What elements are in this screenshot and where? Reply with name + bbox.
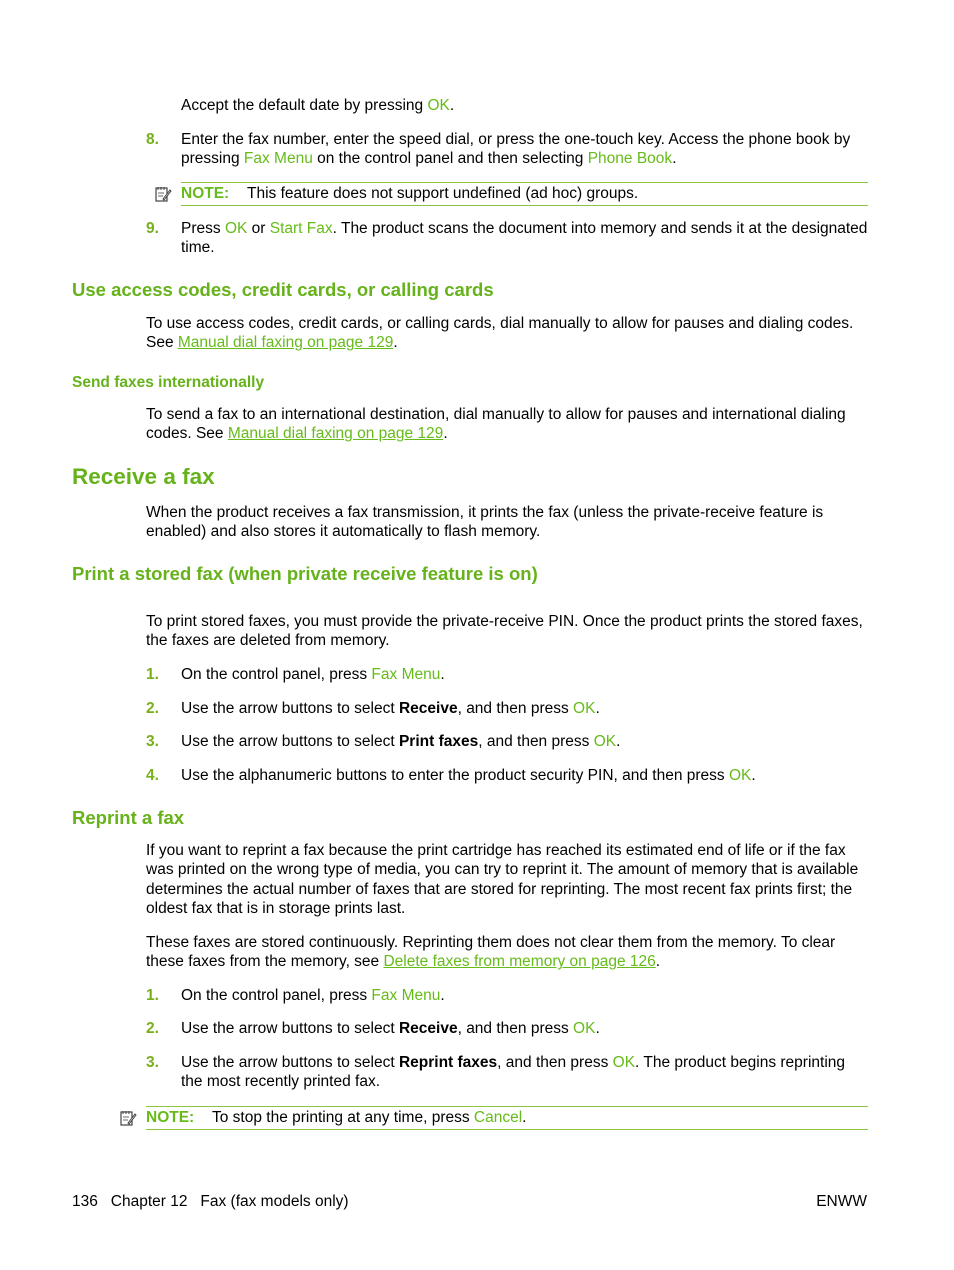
section-heading-access-codes: Use access codes, credit cards, or calling cards xyxy=(72,279,494,300)
step-number: 4. xyxy=(146,767,159,784)
step-number: 1. xyxy=(146,666,159,683)
note-text: To stop the printing at any time, press Cancel. xyxy=(212,1109,527,1126)
section-heading-international: Send faxes internationally xyxy=(72,374,265,391)
reprint-step-3: Use the arrow buttons to select Reprint faxes, and then press OK. The product begins reprinting the most recently printed fax. xyxy=(181,1054,846,1091)
stored-step-4: Use the alphanumeric buttons to enter the product security PIN, and then press OK. xyxy=(181,767,756,784)
note-pad-icon xyxy=(154,185,172,203)
step-number: 9. xyxy=(146,220,159,237)
page-section-title: Receive a fax xyxy=(72,464,215,489)
step-8: Enter the fax number, enter the speed dial, or press the one-touch key. Access the phone book by pressing Fax Menu on the control panel and then selecting Phone Book. xyxy=(181,131,851,168)
intro-line: Accept the default date by pressing OK. xyxy=(181,97,455,114)
step-number: 3. xyxy=(146,733,159,750)
reprint-paragraph-1: If you want to reprint a fax because the print cartridge has reached its estimated end of life or if the fax was printed on the wrong type of media, you can try to reprint it. The amount of memory that is available determines the actual number of faxes that are stored for reprinting. The most recent fax prints first; the oldest fax that is in storage prints last. xyxy=(146,842,859,918)
footer-edition: ENWW xyxy=(816,1193,867,1210)
note-pad-icon xyxy=(119,1109,137,1127)
step-number: 2. xyxy=(146,700,159,717)
delete-faxes-link[interactable]: Delete faxes from memory on page 126 xyxy=(383,953,656,971)
stored-paragraph: To print stored faxes, you must provide the private-receive PIN. Once the product prints the stored faxes, the faxes are deleted from memory. xyxy=(146,613,863,650)
note-box xyxy=(181,182,868,206)
manual-dial-link[interactable]: Manual dial faxing on page 129 xyxy=(177,334,394,352)
ok-key-ref: OK xyxy=(427,97,450,114)
step-number: 3. xyxy=(146,1054,159,1071)
phone-book-ref: Phone Book xyxy=(587,150,673,168)
footer-page-info: 136 Chapter 12 Fax (fax models only) xyxy=(72,1193,349,1210)
access-paragraph: To use access codes, credit cards, or calling cards, dial manually to allow for pauses and dialing codes. See Manual dial faxing on page 129. xyxy=(146,315,854,352)
step-9: Press OK or Start Fax. The product scans the document into memory and sends it at the designated time. xyxy=(181,220,868,257)
note-box xyxy=(146,1106,868,1130)
receive-paragraph: When the product receives a fax transmission, it prints the fax (unless the private-receive feature is enabled) and also stores it automatically to flash memory. xyxy=(146,504,824,541)
stored-step-2: Use the arrow buttons to select Receive, and then press OK. xyxy=(181,700,600,717)
note-label: NOTE: xyxy=(146,1109,195,1126)
manual-dial-link[interactable]: Manual dial faxing on page 129 xyxy=(227,425,444,443)
stored-step-1: On the control panel, press Fax Menu. xyxy=(181,666,445,683)
step-number: 8. xyxy=(146,131,159,148)
stored-step-3: Use the arrow buttons to select Print faxes, and then press OK. xyxy=(181,733,621,750)
fax-menu-ref: Fax Menu xyxy=(243,150,313,168)
international-paragraph: To send a fax to an international destination, dial manually to allow for pauses and international dialing codes. See Manual dial faxing on page 129. xyxy=(146,406,846,443)
reprint-step-1: On the control panel, press Fax Menu. xyxy=(181,987,445,1004)
reprint-paragraph-2: These faxes are stored continuously. Reprinting them does not clear them from the memory. To clear these faxes from the memory, see Delete faxes from memory on page 126. xyxy=(146,934,836,971)
step-number: 2. xyxy=(146,1020,159,1037)
note-label: NOTE: xyxy=(181,185,230,202)
step-number: 1. xyxy=(146,987,159,1004)
note-text: This feature does not support undefined (ad hoc) groups. xyxy=(247,185,639,202)
section-heading-reprint: Reprint a fax xyxy=(72,807,185,828)
reprint-step-2: Use the arrow buttons to select Receive, and then press OK. xyxy=(181,1020,600,1037)
section-heading-print-stored: Print a stored fax (when private receive feature is on) xyxy=(72,563,538,584)
